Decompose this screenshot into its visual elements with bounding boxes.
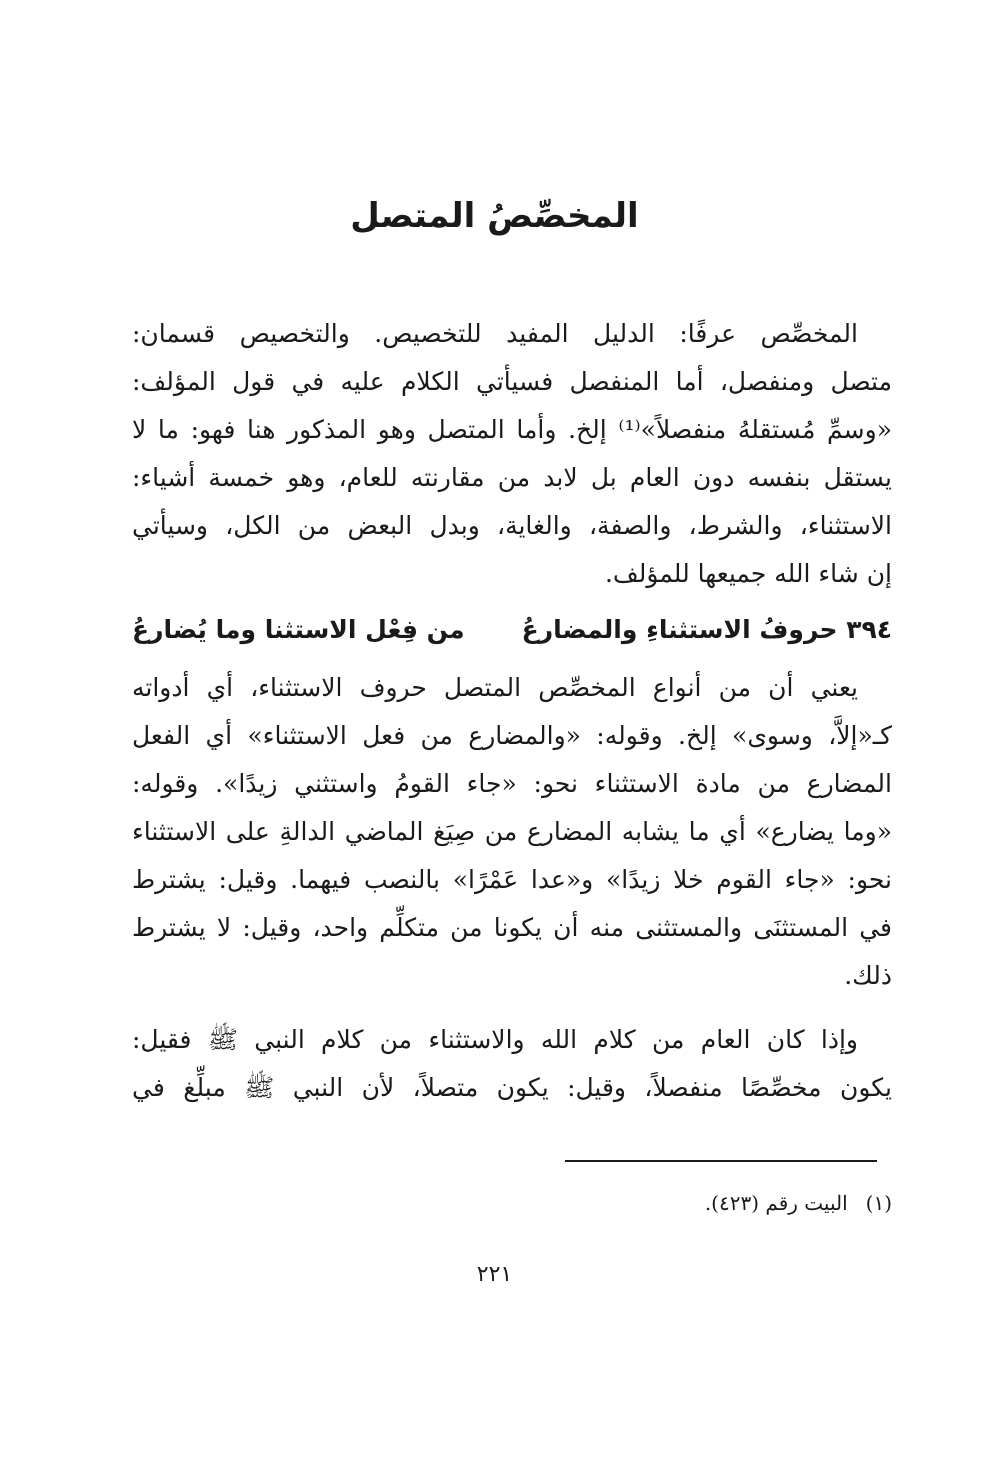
page-title: المخصِّصُ المتصل	[350, 196, 639, 236]
text-line: «وسمِّ مُستقلهُ منفصلاً»⁽¹⁾ إلخ. وأما المتصل وهو المذكور هنا فهو: ما لا	[132, 415, 892, 444]
text-line: في المستثنَى والمستثنى منه أن يكونا من متكلِّم واحد، وقيل: لا يشترط	[132, 913, 892, 942]
text-line: «وما يضارع» أي ما يشابه المضارع من صِيَغ الماضي الدالةِ على الاستثناء	[132, 817, 892, 846]
text-line: الاستثناء، والشرط، والصفة، والغاية، وبدل البعض من الكل، وسيأتي	[132, 511, 892, 540]
verse-hemistich-1: ٣٩٤ حروفُ الاستثناءِ والمضارعُ	[521, 615, 892, 644]
text-line: ذلك.	[844, 961, 892, 990]
text-line: يعني أن من أنواع المخصِّص المتصل حروف الاستثناء، أي أدواته	[132, 673, 858, 702]
text-line: متصل ومنفصل، أما المنفصل فسيأتي الكلام عليه في قول المؤلف:	[132, 367, 892, 396]
text-line: نحو: «جاء القوم خلا زيدًا» و«عدا عَمْرًا» بالنصب فيهما. وقيل: يشترط	[132, 865, 892, 894]
text-line: يستقل بنفسه دون العام بل لابد من مقارنته للعام، وهو خمسة أشياء:	[132, 463, 892, 492]
text-line: كـ«إلاَّ، وسوى» إلخ. وقوله: «والمضارع من فعل الاستثناء» أي الفعل	[132, 721, 892, 750]
text-line: يكون مخصِّصًا منفصلاً، وقيل: يكون متصلاً، لأن النبي ﷺ مبلِّغ في	[132, 1073, 892, 1102]
text-line: المضارع من مادة الاستثناء نحو: «جاء القومُ واستثني زيدًا». وقوله:	[132, 769, 892, 798]
text-line: وإذا كان العام من كلام الله والاستثناء من كلام النبي ﷺ فقيل:	[132, 1025, 858, 1054]
paragraph-definition	[132, 310, 892, 598]
verse-heading	[132, 606, 892, 654]
footnote-number: (١)	[865, 1191, 892, 1215]
paragraph-explanation	[132, 664, 892, 1000]
text-line: المخصِّص عرفًا: الدليل المفيد للتخصيص. والتخصيص قسمان:	[132, 319, 858, 348]
footnote-text: البيت رقم (٤٢٣).	[704, 1191, 848, 1215]
footnote-separator	[565, 1160, 877, 1162]
verse-hemistich-2: من فِعْل الاستثنا وما يُضارعُ	[132, 615, 465, 644]
page-number: ٢٢١	[476, 1262, 513, 1287]
text-line: إن شاء الله جميعها للمؤلف.	[604, 559, 892, 588]
paragraph-prophet-exception	[132, 1016, 892, 1112]
footnote	[705, 1188, 892, 1218]
